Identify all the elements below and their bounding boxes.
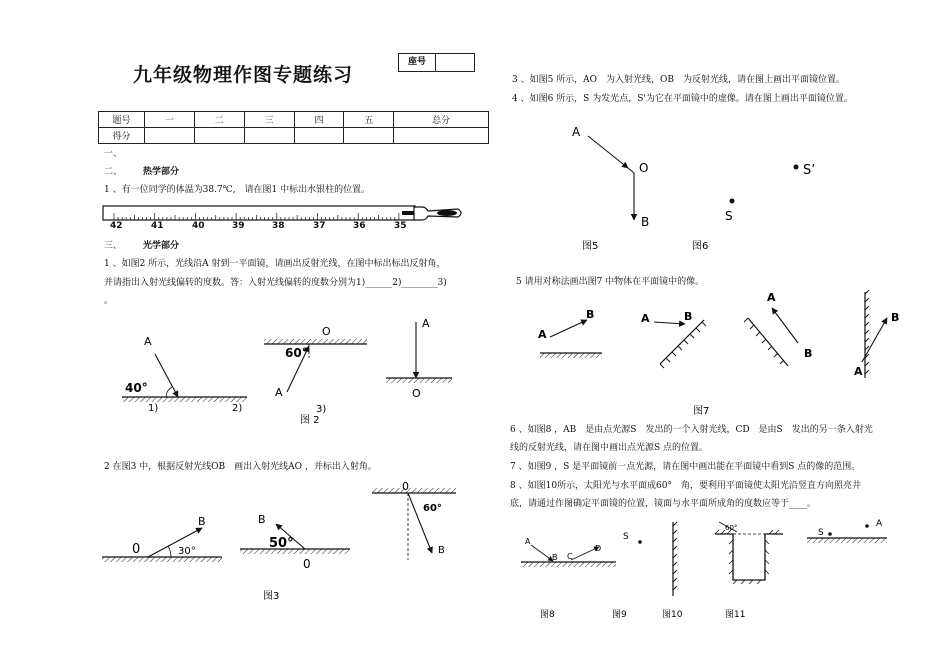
fig5-caption: 图5 — [582, 241, 599, 252]
thermometer-figure — [102, 204, 466, 230]
tick-label: 36 — [353, 221, 366, 230]
question-7: 7 、如图9 ，S 是平面镜前一点光源，请在图中画出能在平面镜中看到S 点的像的范围。 — [510, 462, 861, 472]
tick-label: 38 — [272, 221, 285, 230]
light-source-point — [730, 199, 735, 204]
fig3-label-o2: 0 — [303, 557, 311, 571]
score-cell[interactable] — [145, 128, 195, 144]
table-cell: 三 — [244, 112, 294, 128]
section-1-heading: 一、 — [104, 149, 123, 159]
figure-2 — [100, 312, 480, 427]
fig3-label-b2: B — [258, 513, 266, 526]
fig7-caption: 图7 — [693, 406, 710, 417]
table-cell: 二 — [194, 112, 244, 128]
fig7-label-a2: A — [641, 312, 650, 325]
table-row — [99, 128, 489, 144]
fig7-label-a3: A — [767, 291, 776, 304]
fig11-caption: 图11 — [725, 610, 746, 620]
fig3-angle-30: 30° — [178, 546, 196, 557]
fig9-label-s: S — [623, 532, 629, 542]
tick-label: 41 — [151, 221, 164, 230]
fig7-label-b4: B — [891, 311, 900, 324]
bulb-mercury — [437, 210, 457, 216]
score-cell[interactable] — [394, 128, 489, 144]
fig3-angle-50: 50° — [269, 536, 294, 551]
fig2-label-a: A — [144, 335, 152, 348]
fig7-label-b2: B — [684, 310, 693, 323]
fig2-sub-3: 3) — [316, 404, 327, 415]
fig5-label-a: A — [572, 125, 581, 139]
fig3-caption: 图3 — [263, 591, 280, 602]
fig9-source-point — [638, 540, 642, 544]
fig8-label-b: B — [552, 553, 558, 562]
seat-number-box — [398, 53, 475, 72]
question-5: 5 请用对称法画出图7 中物体在平面镜中的像。 — [516, 277, 705, 287]
fig11-point-a — [865, 524, 869, 528]
figure-7 — [532, 286, 912, 418]
question-6-line-1: 6 、如图8 ，AB 是由点光源S 发出的一个入射光线，CD 是由S 发出的另一条入射光 — [510, 425, 873, 435]
fig2-angle-60: 60° — [285, 346, 308, 360]
tick-label: 35 — [394, 221, 407, 230]
fig11-label-a: A — [876, 519, 883, 529]
fig2-label-o: O — [322, 325, 331, 338]
seat-value-field[interactable] — [436, 54, 474, 71]
fig8-label-a: A — [525, 537, 531, 546]
section-3-number: 三、 — [104, 241, 123, 251]
table-cell: 总分 — [394, 112, 489, 128]
fig2-label-a3: A — [422, 317, 430, 330]
score-cell[interactable] — [294, 128, 344, 144]
score-cell[interactable] — [344, 128, 394, 144]
question-2: 2 在图3 中，根据反射光线OB 画出入射光线AO ，并标出入射角。 — [104, 462, 377, 472]
section-2-title: 热学部分 — [143, 167, 180, 177]
fig7-label-b1: B — [586, 308, 595, 321]
question-thermometer: 1 、有一位同学的体温为38.7℃, 请在图1 中标出水银柱的位置。 — [104, 185, 371, 195]
fig2-caption: 图 2 — [300, 415, 320, 426]
fig3-label-o3: 0 — [402, 480, 409, 493]
question-1-line-3: 。 — [104, 296, 114, 306]
fig11-source-point — [828, 532, 832, 536]
fig3-label-b3: B — [438, 545, 445, 556]
table-cell: 一 — [145, 112, 195, 128]
tick-label: 42 — [110, 221, 123, 230]
figure-3 — [98, 478, 478, 603]
fig3-label-o1: 0 — [132, 542, 141, 557]
fig5-label-b: B — [641, 215, 650, 229]
fig6-label-s-prime: S’ — [803, 163, 816, 178]
tick-label: 39 — [232, 221, 245, 230]
fig6-caption: 图6 — [692, 241, 709, 252]
thermometer-tube — [103, 206, 415, 220]
fig6-label-s: S — [725, 209, 733, 223]
question-8-line-2: 底，请通过作图确定平面镜的位置，镜面与水平面所成角的度数应等于____。 — [510, 499, 817, 509]
question-6-line-2: 线的反射光线，请在图中画出点光源S 点的位置。 — [510, 443, 709, 453]
fig8-label-d: D — [595, 544, 602, 553]
table-cell: 五 — [344, 112, 394, 128]
fig3-angle-60: 60° — [423, 503, 442, 514]
tick-label: 40 — [192, 221, 205, 230]
fig9-caption: 图9 — [612, 610, 627, 620]
fig5-label-o: O — [639, 161, 649, 175]
question-1-line-1: 1 、如图2 所示，光线沿A 射到一平面镜，请画出反射光线，在图中标出标出反射角， — [104, 259, 446, 269]
fig8-label-c: C — [567, 552, 573, 561]
fig10-angle-60: 60° — [725, 524, 738, 532]
fig7-label-a4: A — [854, 365, 863, 378]
table-cell: 四 — [294, 112, 344, 128]
table-cell: 题号 — [99, 112, 145, 128]
fig2-label-a2: A — [275, 386, 283, 399]
fig7-label-b3: B — [804, 347, 813, 360]
question-4: 4 、如图6 所示，S 为发光点，S'为它在平面镜中的虚像。请在图上画出平面镜位置。 — [512, 94, 853, 104]
seat-label: 座号 — [399, 54, 436, 71]
fig2-sub-2: 2) — [232, 403, 243, 414]
question-3: 3 、如图5 所示，AO 为入射光线，OB 为反射光线，请在图上画出平面镜位置。 — [512, 75, 846, 85]
fig11-label-s: S — [818, 528, 824, 538]
fig2-label-o3: O — [412, 387, 421, 400]
question-1-line-2: 并请指出入射光线偏转的度数。答：入射光线偏转的度数分别为1)______2)________3) — [104, 278, 447, 288]
question-8-line-1: 8 、如图10所示，太阳光与水平面成60° 角，要利用平面镜使太阳光沿竖直方向照亮井 — [510, 481, 861, 491]
score-cell[interactable] — [194, 128, 244, 144]
fig2-angle-40: 40° — [125, 381, 148, 395]
figure-8-to-11 — [515, 518, 895, 624]
fig8-caption: 图8 — [540, 610, 555, 620]
tick-label: 37 — [313, 221, 326, 230]
section-3-title: 光学部分 — [143, 241, 180, 251]
page-title: 九年级物理作图专题练习 — [133, 64, 354, 86]
fig7-label-a1: A — [538, 328, 547, 341]
score-cell[interactable] — [244, 128, 294, 144]
virtual-image-point — [794, 165, 799, 170]
table-cell: 得分 — [99, 128, 145, 144]
figure-5-and-6 — [560, 120, 840, 255]
score-table — [98, 111, 489, 144]
fig10-caption: 图10 — [662, 610, 683, 620]
section-2-number: 二、 — [104, 167, 123, 177]
fig3-label-b1: B — [198, 515, 206, 528]
table-row — [99, 112, 489, 128]
fig2-sub-1: 1) — [148, 403, 159, 414]
